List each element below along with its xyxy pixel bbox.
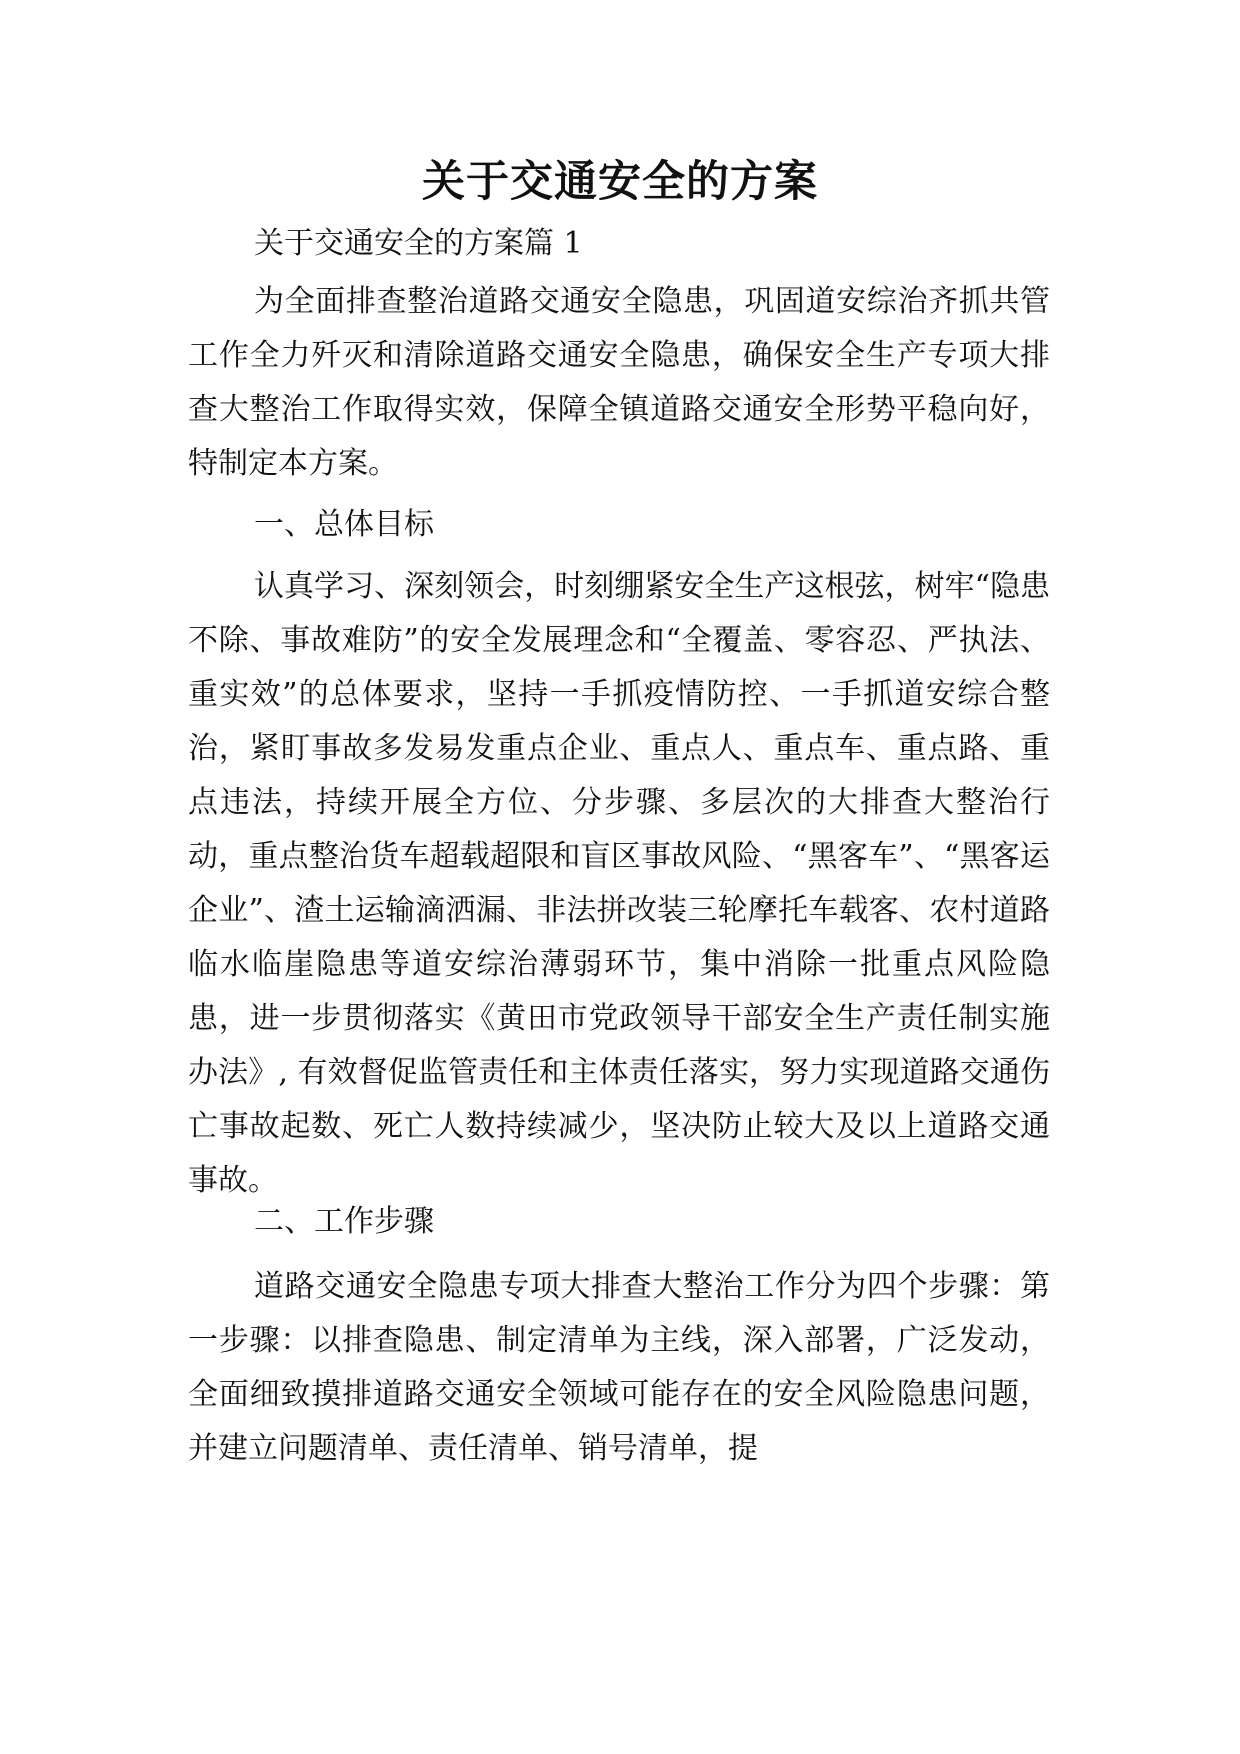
paragraph-steps: 道路交通安全隐患专项大排查大整治工作分为四个步骤：第一步骤：以排查隐患、制定清单为主线，深入部署，广泛发动，全面细致摸排道路交通安全领域可能存在的安全风险隐患问题，并建立问题清单、责任清单、销号清单，提 (188, 1269, 1050, 1466)
document-title: 关于交通安全的方案 (422, 157, 818, 207)
paragraph-intro: 为全面排查整治道路交通安全隐患，巩固道安综治齐抓共管工作全力歼灭和清除道路交通安全隐患，确保安全生产专项大排查大整治工作取得实效，保障全镇道路交通安全形势平稳向好，特制定本方案。 (188, 284, 1050, 481)
section-heading-steps: 二、工作步骤 (254, 1204, 434, 1239)
paragraph-goals: 认真学习、深刻领会，时刻绷紧安全生产这根弦，树牢“隐患不除、事故难防”的安全发展理念和“全覆盖、零容忍、严执法、重实效”的总体要求，坚持一手抓疫情防控、一手抓道安综合整治，紧盯事故多发易发重点企业、重点人、重点车、重点路、重点违法，持续开展全方位、分步骤、多层次的大排查大整治行动，重点整治货车超载超限和盲区事故风险、“黑客车”、“黑客运企业”、渣土运输滴洒漏、非法拼改装三轮摩托车载客、农村道路临水临崖隐患等道安综治薄弱环节，集中消除一批重点风险隐患，进一步贯彻落实《黄田市党政领导干部安全生产责任制实施办法》, 有效督促监管责任和主体责任落实，努力实现道路交通伤亡事故起数、死亡人数持续减少，坚决防止较大及以上道路交通事故。 (188, 569, 1050, 1198)
section-heading-goals: 一、总体目标 (254, 507, 434, 542)
document-subtitle: 关于交通安全的方案篇 1 (254, 226, 583, 261)
